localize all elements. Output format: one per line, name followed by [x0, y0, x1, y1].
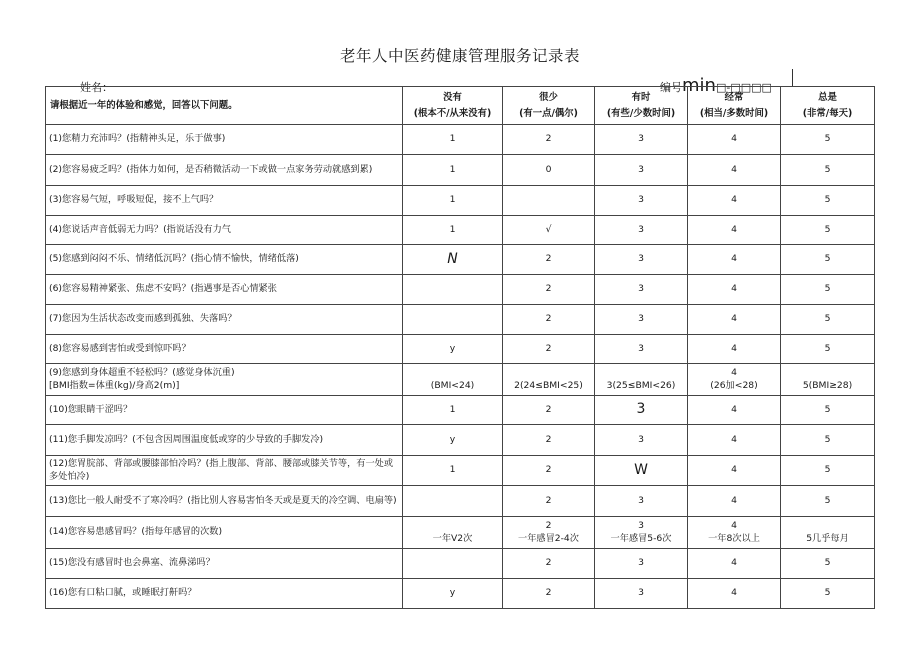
answer-cell[interactable]: 2 [503, 125, 595, 155]
answer-cell[interactable]: 5 [781, 125, 875, 155]
question-cell: (4)您说话声音低弱无力吗？(指说话没有力气 [46, 216, 403, 245]
answer-cell[interactable]: 4 [688, 579, 781, 609]
answer-cell[interactable] [403, 549, 503, 579]
answer-cell[interactable]: 1 [403, 216, 503, 245]
col-header-often: 经常 (相当/多数时间) [688, 87, 781, 125]
answer-cell[interactable]: 1 [403, 186, 503, 216]
answer-cell[interactable]: 3 [595, 186, 688, 216]
answer-cell[interactable]: 4 [688, 245, 781, 275]
answer-cell[interactable]: 1 [403, 125, 503, 155]
answer-cell[interactable]: 5 [781, 549, 875, 579]
answer-cell[interactable]: 5 [781, 486, 875, 517]
code-boxes: □-□□□□ [715, 81, 772, 94]
table-row [46, 245, 875, 275]
answer-cell[interactable]: 2 [503, 486, 595, 517]
question-header: 请根据近一年的体验和感觉，回答以下问题。 [46, 87, 403, 125]
question-cell: (10)您眼睛干涩吗？ [46, 396, 403, 425]
table-row [46, 275, 875, 305]
answer-cell[interactable]: 1 [403, 456, 503, 486]
answer-cell[interactable]: 4 [688, 456, 781, 486]
answer-cell[interactable]: 4 (26加<28) [688, 364, 781, 396]
question-cell: (14)您容易患感冒吗？(指每年感冒的次数) [46, 517, 403, 549]
answer-cell[interactable]: 一年V2次 [403, 517, 503, 549]
form-title: 老年人中医药健康管理服务记录表 [339, 47, 580, 65]
answer-cell[interactable]: 3 一年感冒5-6次 [595, 517, 688, 549]
answer-cell[interactable]: 2 [503, 275, 595, 305]
answer-cell[interactable]: 2 [503, 456, 595, 486]
table-row [46, 216, 875, 245]
answer-cell[interactable]: 2(24≤BMI<25) [503, 364, 595, 396]
answer-cell[interactable]: 5 [781, 216, 875, 245]
answer-cell[interactable]: 3 [595, 155, 688, 186]
answer-cell-handwritten[interactable]: N [403, 245, 503, 275]
answer-cell[interactable]: 3 [595, 425, 688, 456]
answer-cell[interactable]: 3 [595, 245, 688, 275]
answer-cell[interactable]: 5(BMI≥28) [781, 364, 875, 396]
question-cell: (2)您容易疲乏吗？(指体力如何，是否稍微活动一下或做一点家务劳动就感到累) [46, 155, 403, 186]
answer-cell[interactable]: 0 [503, 155, 595, 186]
answer-cell[interactable]: 5 [781, 425, 875, 456]
answer-cell[interactable]: 4 [688, 155, 781, 186]
question-cell: (16)您有口粘口腻，或睡眠打鼾吗？ [46, 579, 403, 609]
answer-cell-handwritten[interactable]: W [595, 456, 688, 486]
answer-cell[interactable]: √ [503, 216, 595, 245]
answer-cell[interactable]: 3 [595, 275, 688, 305]
table-row [46, 579, 875, 609]
answer-cell[interactable]: 2 [503, 305, 595, 335]
table-row [46, 155, 875, 186]
question-cell: (3)您容易气短，呼吸短促，接不上气吗？ [46, 186, 403, 216]
col-header-always: 总是 (非常/每天) [781, 87, 875, 125]
code-prefix: 编号 [660, 81, 682, 94]
answer-cell[interactable]: y [403, 425, 503, 456]
answer-cell[interactable]: 4 [688, 486, 781, 517]
question-cell: (5)您感到闷闷不乐、情绪低沉吗？(指心情不愉快，情绪低落) [46, 245, 403, 275]
answer-cell[interactable]: 2 [503, 579, 595, 609]
answer-cell[interactable]: 5 [781, 579, 875, 609]
answer-cell[interactable]: 4 [688, 335, 781, 364]
question-cell: (15)您没有感冒时也会鼻塞、流鼻涕吗？ [46, 549, 403, 579]
question-cell: (1)您精力充沛吗？(指精神头足，乐于做事) [46, 125, 403, 155]
answer-cell[interactable]: 3 [595, 305, 688, 335]
answer-cell[interactable]: 4 [688, 549, 781, 579]
answer-cell[interactable]: 5 [781, 275, 875, 305]
answer-cell[interactable]: y [403, 335, 503, 364]
header-row [46, 87, 875, 125]
code-handwritten: min [682, 75, 716, 96]
answer-cell[interactable]: 1 [403, 155, 503, 186]
answer-cell[interactable]: 3 [595, 216, 688, 245]
answer-cell[interactable]: 5 [781, 335, 875, 364]
question-cell: (6)您容易精神紧张、焦虑不安吗？(指遇事是否心情紧张 [46, 275, 403, 305]
question-cell: (11)您手脚发凉吗？(不包含因周围温度低或穿的少导致的手脚发冷) [46, 425, 403, 456]
answer-cell[interactable]: 4 一年8次以上 [688, 517, 781, 549]
table-row [46, 396, 875, 425]
answer-cell[interactable]: 5 [781, 245, 875, 275]
answer-cell[interactable]: 4 [688, 275, 781, 305]
answer-cell[interactable]: 4 [688, 396, 781, 425]
col-header-rarely: 很少 (有一点/偶尔) [503, 87, 595, 125]
answer-cell[interactable]: (BMI<24) [403, 364, 503, 396]
bmi-formula: [BMI指数=体重(kg)/身高2(m)] [49, 379, 180, 391]
answer-cell[interactable]: y [403, 579, 503, 609]
answer-cell[interactable]: 2 [503, 549, 595, 579]
col-header-never: 没有 (根本不/从来没有) [403, 87, 503, 125]
answer-cell[interactable] [403, 275, 503, 305]
table-row [46, 335, 875, 364]
header-divider [792, 69, 793, 87]
question-cell: (12)您胃脘部、背部或腰膝部怕冷吗？(指上腹部、背部、腰部或膝关节等，有一处或多处怕冷) [46, 456, 403, 486]
question-text: (9)您感到身体超重不轻松吗？(感觉身体沉重) [49, 367, 235, 379]
answer-cell[interactable] [503, 186, 595, 216]
question-cell: (13)您比一般人耐受不了寒冷吗？(指比别人容易害怕冬天或是夏天的冷空调、电扇等) [46, 486, 403, 517]
answer-cell[interactable]: 5 [781, 396, 875, 425]
answer-cell[interactable]: 3 [595, 486, 688, 517]
answer-cell[interactable]: 4 [688, 216, 781, 245]
answer-cell[interactable]: 4 [688, 425, 781, 456]
answer-cell[interactable]: 5 [781, 456, 875, 486]
answer-cell[interactable]: 3(25≤BMI<26) [595, 364, 688, 396]
answer-cell[interactable]: 4 [688, 305, 781, 335]
answer-cell[interactable]: 4 [688, 186, 781, 216]
table-row [46, 486, 875, 517]
name-label: 姓名： [80, 81, 113, 94]
question-cell: (8)您容易感到害怕或受到惊吓吗？ [46, 335, 403, 364]
table-row [46, 517, 875, 549]
answer-cell[interactable] [403, 305, 503, 335]
col-header-sometimes: 有时 (有些/少数时间) [595, 87, 688, 125]
answer-cell[interactable]: 1 [403, 396, 503, 425]
table-row [46, 186, 875, 216]
answer-cell[interactable]: 5几乎每月 [781, 517, 875, 549]
table-row [46, 549, 875, 579]
question-cell: (7)您因为生活状态改变而感到孤独、失落吗？ [46, 305, 403, 335]
answer-cell[interactable]: 3 [595, 579, 688, 609]
answer-cell[interactable]: 5 [781, 305, 875, 335]
health-record-table [45, 86, 875, 609]
table-row [46, 125, 875, 155]
answer-cell[interactable]: 3 [595, 125, 688, 155]
answer-cell[interactable] [403, 486, 503, 517]
answer-cell[interactable]: 2 一年感冒2-4次 [503, 517, 595, 549]
answer-cell[interactable]: 3 [595, 549, 688, 579]
answer-cell[interactable]: 2 [503, 396, 595, 425]
answer-cell[interactable]: 2 [503, 425, 595, 456]
answer-cell[interactable]: 3 [595, 335, 688, 364]
answer-cell[interactable]: 2 [503, 245, 595, 275]
answer-cell[interactable]: 4 [688, 125, 781, 155]
answer-cell[interactable]: 2 [503, 335, 595, 364]
table-row [46, 456, 875, 486]
question-cell [46, 364, 403, 396]
answer-cell-handwritten[interactable]: 3 [595, 396, 688, 425]
table-row [46, 364, 875, 396]
answer-cell[interactable]: 5 [781, 186, 875, 216]
table-row [46, 425, 875, 456]
table-row [46, 305, 875, 335]
answer-cell[interactable]: 5 [781, 155, 875, 186]
